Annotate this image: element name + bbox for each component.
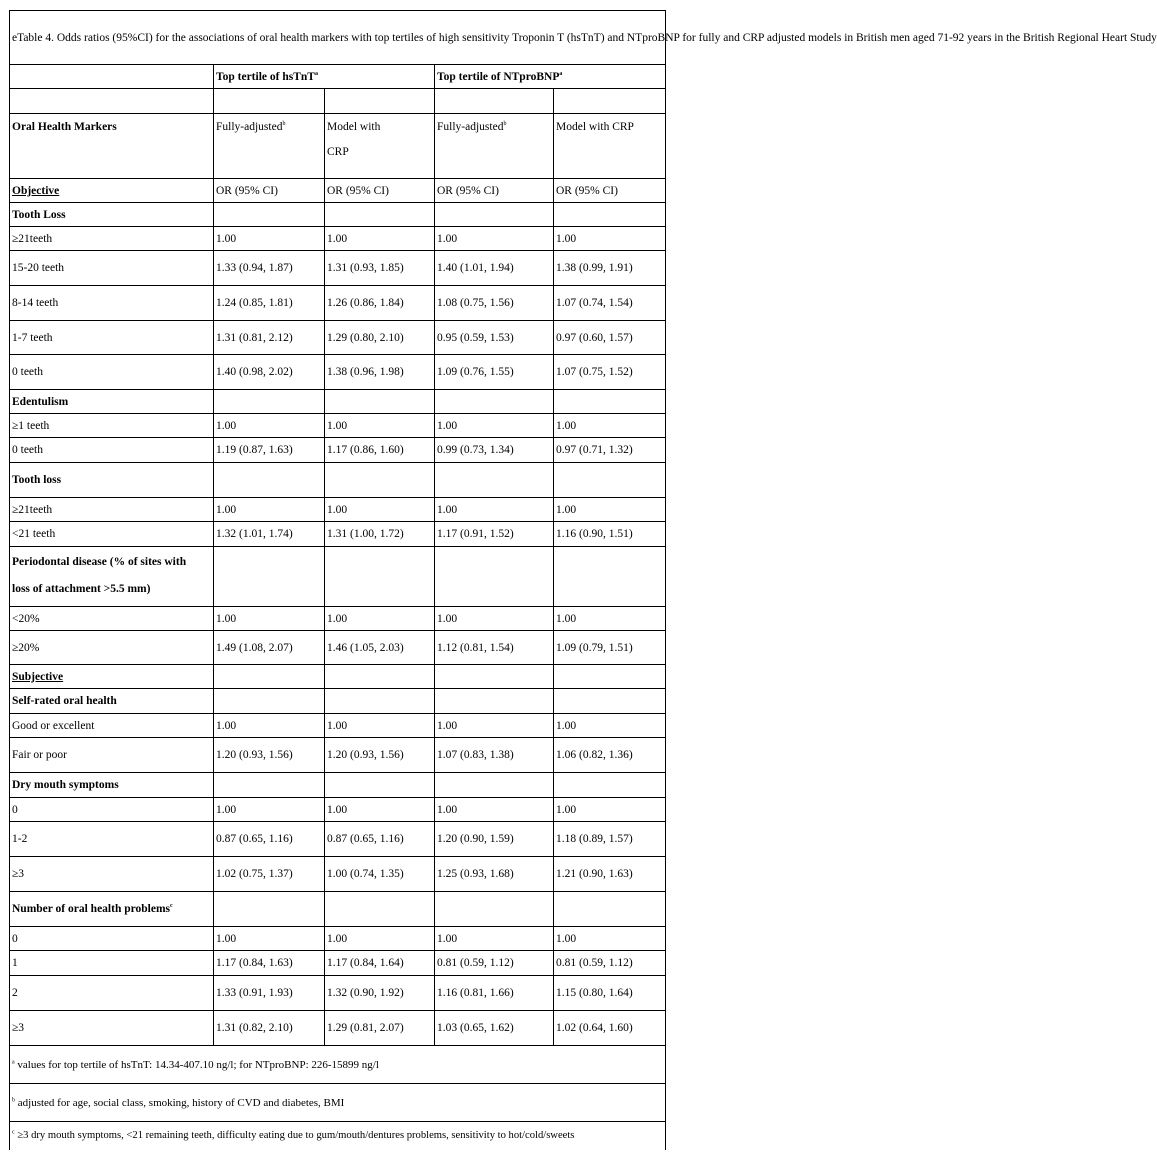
blank-cell (10, 65, 214, 89)
or-value: 1.08 (0.75, 1.56) (435, 286, 554, 321)
dry-mouth-heading: Dry mouth symptoms (10, 773, 214, 798)
or-value: 1.25 (0.93, 1.68) (435, 857, 554, 892)
or-value: 0.99 (0.73, 1.34) (435, 438, 554, 463)
or-value: 1.00 (325, 927, 435, 951)
or-value: 1.00 (325, 607, 435, 631)
row-label: <20% (10, 607, 214, 631)
or-value: 0.87 (0.65, 1.16) (214, 822, 325, 857)
or-value: 1.15 (0.80, 1.64) (554, 976, 666, 1011)
model-with-crp-header-ntprobnp: Model with CRP (554, 114, 666, 179)
or-value: 1.29 (0.80, 2.10) (325, 321, 435, 355)
row-label: 1-2 (10, 822, 214, 857)
or-value: 1.46 (1.05, 2.03) (325, 631, 435, 665)
table-row (10, 951, 666, 976)
or-value: 1.03 (0.65, 1.62) (435, 1011, 554, 1046)
section-row (10, 390, 666, 414)
or-value: 0.97 (0.60, 1.57) (554, 321, 666, 355)
or-value: 1.31 (1.00, 1.72) (325, 522, 435, 547)
fully-adjusted-header-ntprobnp: Fully-adjusted$^b$ (435, 114, 554, 179)
or-value: 1.00 (554, 607, 666, 631)
fully-adjusted-header-hstnt: Fully-adjusted$^b$ (214, 114, 325, 179)
or-value: 1.06 (0.82, 1.36) (554, 738, 666, 773)
table-row (10, 438, 666, 463)
or-value: 1.00 (0.74, 1.35) (325, 857, 435, 892)
or-value: 1.00 (214, 607, 325, 631)
table-row (10, 355, 666, 390)
row-label: 15-20 teeth (10, 251, 214, 286)
row-label: ≥21teeth (10, 498, 214, 522)
or-value: 1.00 (554, 714, 666, 738)
tooth-loss-heading: Tooth loss (10, 463, 214, 498)
column-header-row (10, 114, 666, 179)
table-row (10, 286, 666, 321)
table-row (10, 414, 666, 438)
or-value: 1.24 (0.85, 1.81) (214, 286, 325, 321)
table-row (10, 927, 666, 951)
objective-row (10, 179, 666, 203)
or-value: 1.31 (0.81, 2.12) (214, 321, 325, 355)
row-label: Good or excellent (10, 714, 214, 738)
or-value: 1.02 (0.64, 1.60) (554, 1011, 666, 1046)
row-label: 0 teeth (10, 355, 214, 390)
tooth-loss-heading: Tooth Loss (10, 203, 214, 227)
table-row (10, 822, 666, 857)
section-row (10, 773, 666, 798)
row-label: 8-14 teeth (10, 286, 214, 321)
or-value: 1.09 (0.79, 1.51) (554, 631, 666, 665)
row-label: ≥3 (10, 857, 214, 892)
footnote-row (10, 1046, 666, 1084)
row-label: ≥20% (10, 631, 214, 665)
table-title-row (10, 11, 666, 65)
table-row (10, 1011, 666, 1046)
hstnt-group-header: Top tertile of hsTnT$^a$ (214, 65, 435, 89)
or-value: 1.00 (214, 227, 325, 251)
oral-health-markers-header: Oral Health Markers (10, 114, 214, 179)
or-value: 1.18 (0.89, 1.57) (554, 822, 666, 857)
or-value: 1.29 (0.81, 2.07) (325, 1011, 435, 1046)
or-value: 1.17 (0.84, 1.64) (325, 951, 435, 976)
ntprobnp-group-header: Top tertile of NTproBNP$^a$ (435, 65, 666, 89)
table-title: eTable 4. Odds ratios (95%CI) for the associations of oral health markers with top tertiles of high sensitivity Troponin T (hsTnT) and NTproBNP for fully and CRP adjusted models in British men aged 71-92 years in the British Regional Heart Study (10, 11, 666, 65)
row-label: 1-7 teeth (10, 321, 214, 355)
ci-label: OR (95% CI) (325, 179, 435, 203)
or-value: 1.00 (325, 498, 435, 522)
or-value: 1.00 (214, 414, 325, 438)
footnote-c: $^c$ ≥3 dry mouth symptoms, <21 remaining teeth, difficulty eating due to gum/mouth/dentures problems, sensitivity to hot/cold/sweets (10, 1122, 666, 1150)
or-value: 1.40 (1.01, 1.94) (435, 251, 554, 286)
or-value: 1.38 (0.99, 1.91) (554, 251, 666, 286)
table-row (10, 227, 666, 251)
or-value: 1.17 (0.84, 1.63) (214, 951, 325, 976)
section-row (10, 689, 666, 714)
or-value: 1.33 (0.94, 1.87) (214, 251, 325, 286)
or-value: 1.00 (554, 798, 666, 822)
or-value: 1.31 (0.82, 2.10) (214, 1011, 325, 1046)
section-row (10, 547, 666, 607)
table-row (10, 714, 666, 738)
model-with-crp-header-hstnt: Model with CRP (325, 114, 435, 179)
ci-label: OR (95% CI) (214, 179, 325, 203)
section-row (10, 203, 666, 227)
table-row (10, 321, 666, 355)
or-value: 1.16 (0.90, 1.51) (554, 522, 666, 547)
or-value: 1.20 (0.90, 1.59) (435, 822, 554, 857)
table-row (10, 607, 666, 631)
or-value: 1.00 (214, 498, 325, 522)
or-value: 1.07 (0.74, 1.54) (554, 286, 666, 321)
or-value: 1.20 (0.93, 1.56) (214, 738, 325, 773)
or-value: 1.00 (214, 798, 325, 822)
or-value: 0.95 (0.59, 1.53) (435, 321, 554, 355)
or-value: 0.81 (0.59, 1.12) (554, 951, 666, 976)
or-value: 0.81 (0.59, 1.12) (435, 951, 554, 976)
or-value: 1.40 (0.98, 2.02) (214, 355, 325, 390)
section-row (10, 892, 666, 927)
blank-row (10, 89, 666, 114)
periodontal-disease-heading: Periodontal disease (% of sites with loss of attachment >5.5 mm) (10, 547, 214, 607)
footnote-b: $^b$ adjusted for age, social class, smoking, history of CVD and diabetes, BMI (10, 1084, 666, 1122)
or-value: 1.02 (0.75, 1.37) (214, 857, 325, 892)
or-value: 1.00 (435, 927, 554, 951)
or-value: 1.17 (0.91, 1.52) (435, 522, 554, 547)
subjective-label: Subjective (10, 665, 214, 689)
row-label: 0 (10, 798, 214, 822)
or-value: 1.20 (0.93, 1.56) (325, 738, 435, 773)
row-label: ≥3 (10, 1011, 214, 1046)
or-value: 1.07 (0.83, 1.38) (435, 738, 554, 773)
row-label: 1 (10, 951, 214, 976)
or-value: 1.00 (554, 927, 666, 951)
odds-ratio-table (9, 10, 1157, 1150)
or-value: 1.17 (0.86, 1.60) (325, 438, 435, 463)
or-value: 0.87 (0.65, 1.16) (325, 822, 435, 857)
or-value: 1.00 (435, 227, 554, 251)
or-value: 1.21 (0.90, 1.63) (554, 857, 666, 892)
or-value: 1.00 (435, 714, 554, 738)
table-row (10, 857, 666, 892)
or-value: 1.00 (214, 714, 325, 738)
footnote-a: $^a$ values for top tertile of hsTnT: 14.34-407.10 ng/l; for NTproBNP: 226-15899 ng/l (10, 1046, 666, 1084)
edentulism-heading: Edentulism (10, 390, 214, 414)
or-value: 1.12 (0.81, 1.54) (435, 631, 554, 665)
or-value: 1.00 (435, 798, 554, 822)
or-value: 1.38 (0.96, 1.98) (325, 355, 435, 390)
section-row (10, 463, 666, 498)
row-label: 0 teeth (10, 438, 214, 463)
table-row (10, 631, 666, 665)
or-value: 1.31 (0.93, 1.85) (325, 251, 435, 286)
ci-label: OR (95% CI) (554, 179, 666, 203)
group-header-row (10, 65, 666, 89)
table-row (10, 522, 666, 547)
or-value: 1.00 (325, 227, 435, 251)
or-value: 1.00 (435, 607, 554, 631)
or-value: 1.16 (0.81, 1.66) (435, 976, 554, 1011)
ci-label: OR (95% CI) (435, 179, 554, 203)
or-value: 1.32 (1.01, 1.74) (214, 522, 325, 547)
self-rated-oral-health-heading: Self-rated oral health (10, 689, 214, 714)
or-value: 1.00 (554, 227, 666, 251)
row-label: Fair or poor (10, 738, 214, 773)
or-value: 1.49 (1.08, 2.07) (214, 631, 325, 665)
section-row (10, 665, 666, 689)
or-value: 1.00 (214, 927, 325, 951)
table-row (10, 498, 666, 522)
or-value: 1.00 (325, 414, 435, 438)
or-value: 0.97 (0.71, 1.32) (554, 438, 666, 463)
or-value: 1.00 (435, 498, 554, 522)
or-value: 1.33 (0.91, 1.93) (214, 976, 325, 1011)
footnote-row (10, 1084, 666, 1122)
or-value: 1.00 (554, 414, 666, 438)
or-value: 1.32 (0.90, 1.92) (325, 976, 435, 1011)
row-label: 2 (10, 976, 214, 1011)
or-value: 1.00 (325, 798, 435, 822)
row-label: ≥1 teeth (10, 414, 214, 438)
table-row (10, 798, 666, 822)
or-value: 1.09 (0.76, 1.55) (435, 355, 554, 390)
or-value: 1.19 (0.87, 1.63) (214, 438, 325, 463)
footnote-row (10, 1122, 666, 1150)
or-value: 1.07 (0.75, 1.52) (554, 355, 666, 390)
table-row (10, 738, 666, 773)
or-value: 1.00 (325, 714, 435, 738)
objective-label: Objective (10, 179, 214, 203)
table-row (10, 976, 666, 1011)
row-label: <21 teeth (10, 522, 214, 547)
or-value: 1.00 (435, 414, 554, 438)
or-value: 1.26 (0.86, 1.84) (325, 286, 435, 321)
row-label: ≥21teeth (10, 227, 214, 251)
table-row (10, 251, 666, 286)
or-value: 1.00 (554, 498, 666, 522)
row-label: 0 (10, 927, 214, 951)
num-oral-health-problems-heading: Number of oral health problems$^c$ (10, 892, 214, 927)
